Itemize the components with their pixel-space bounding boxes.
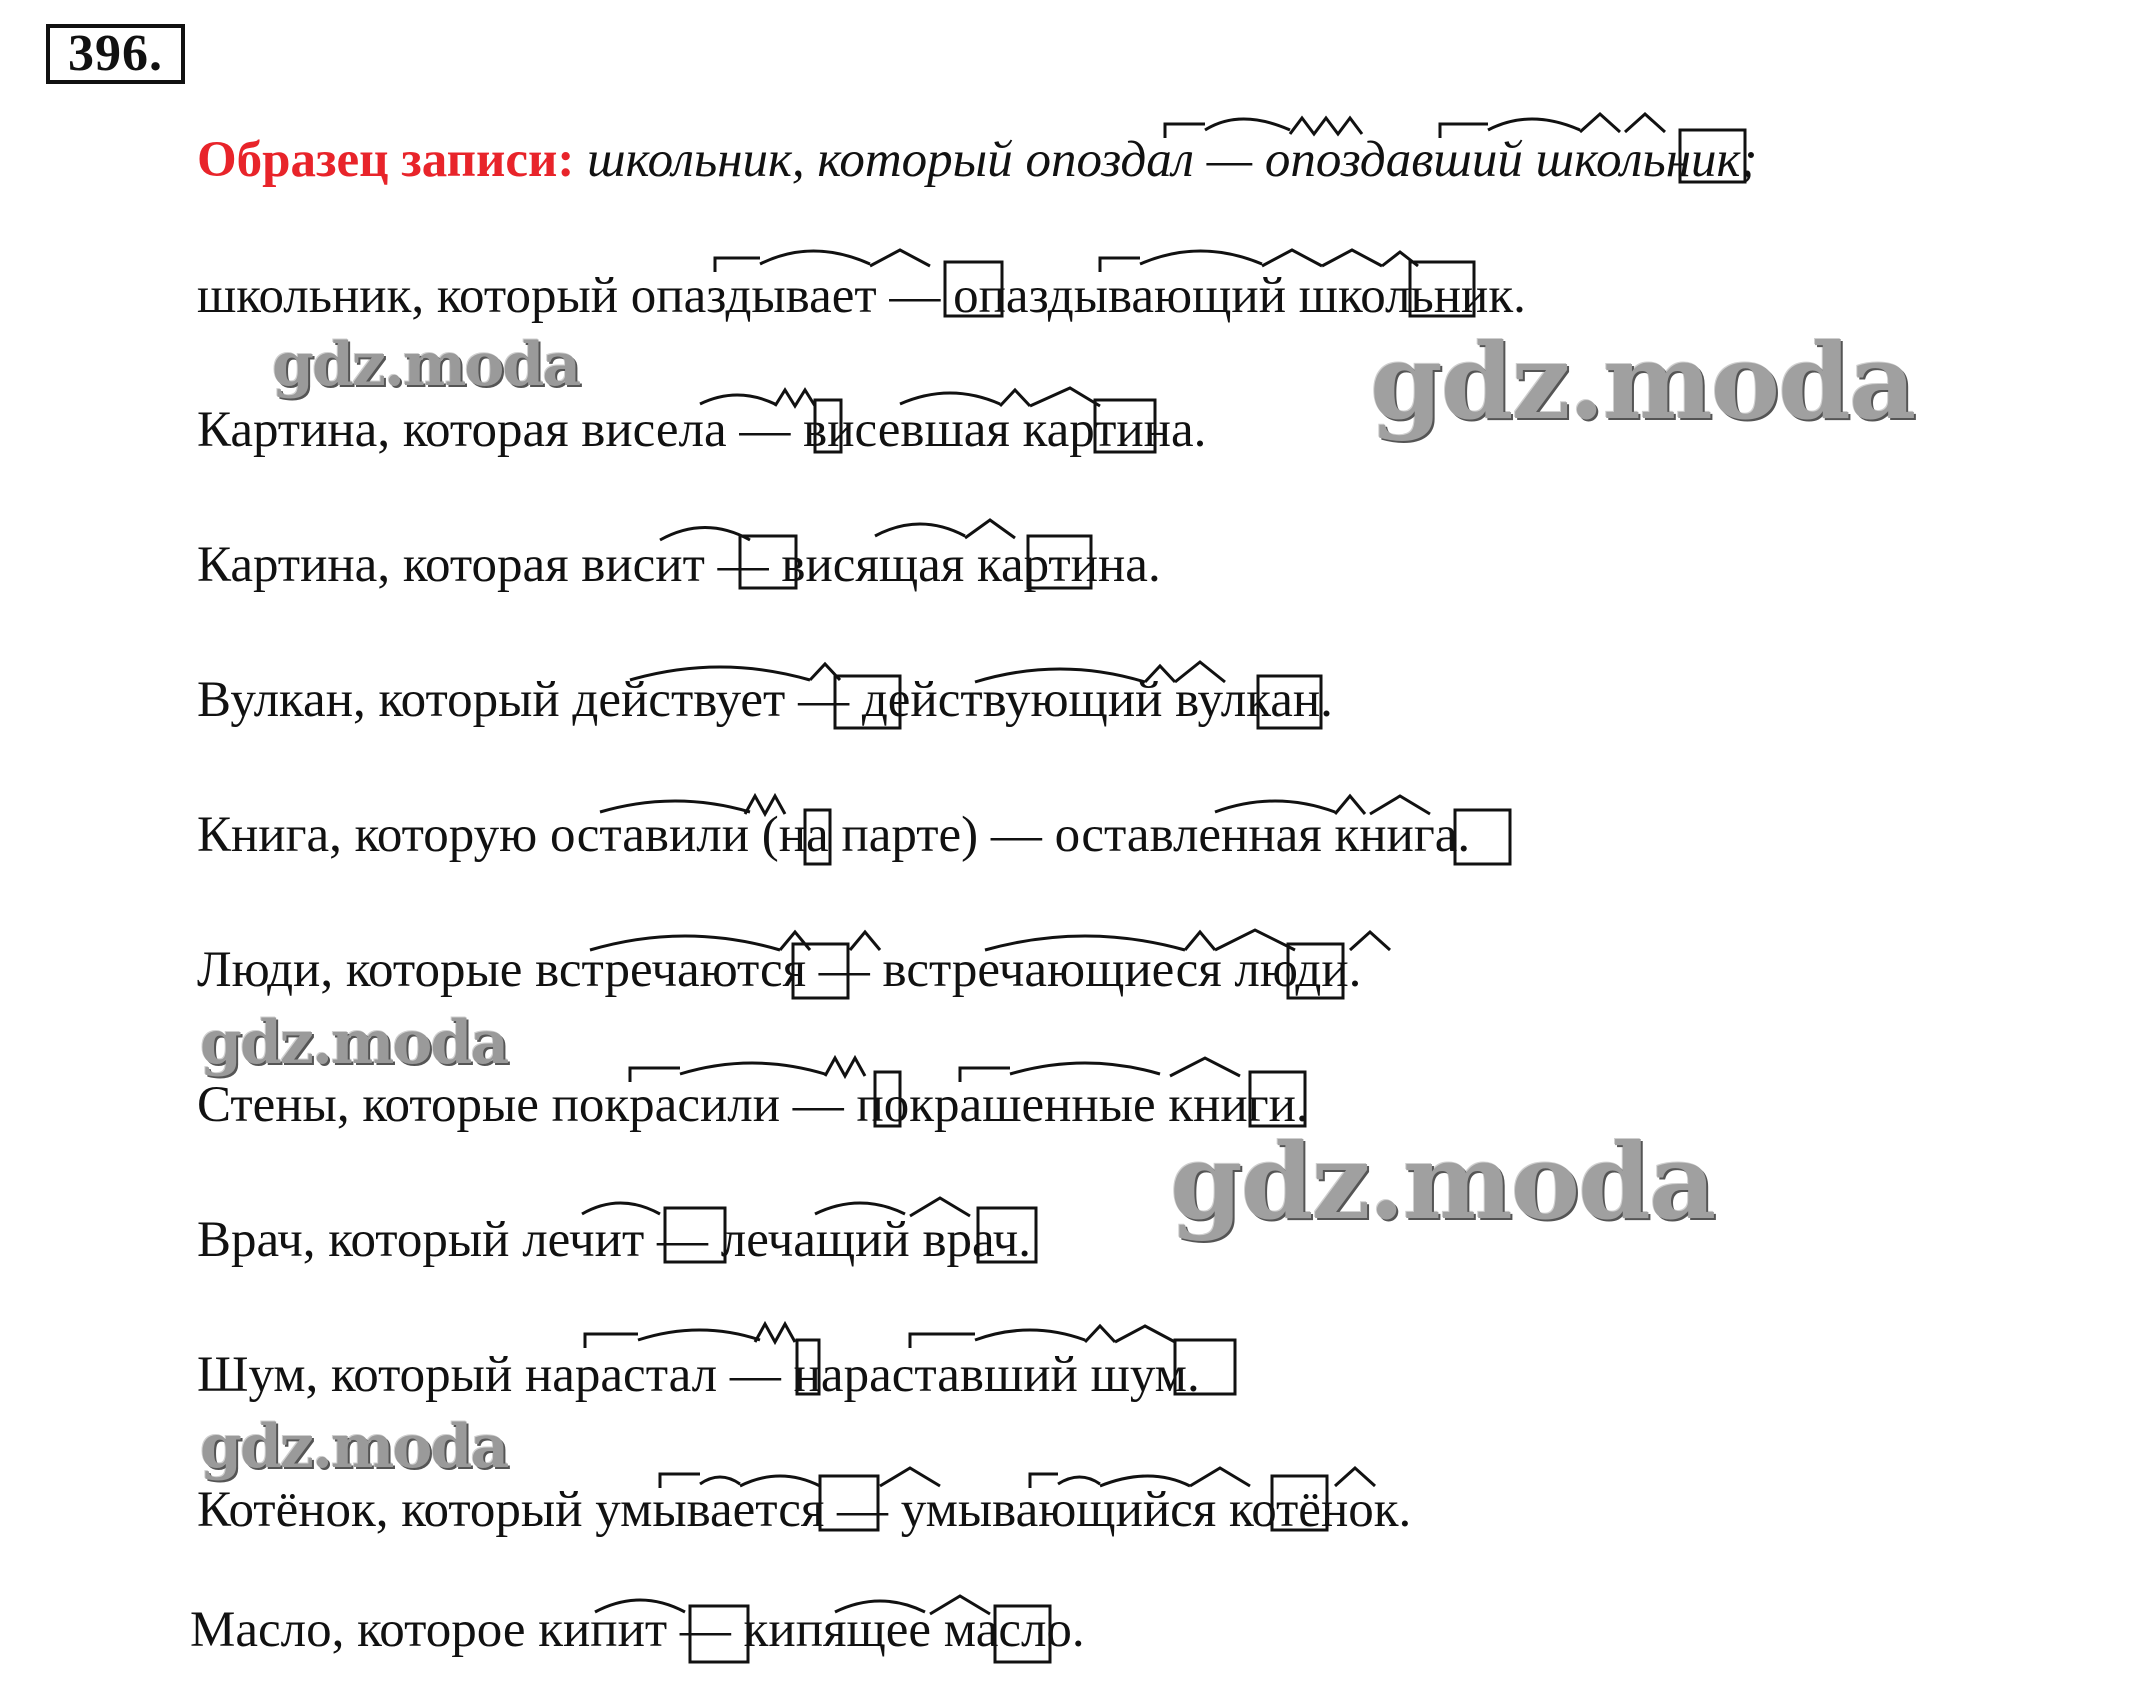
sample-label: Образец записи: [197, 132, 575, 188]
exercise-number-box: 396. [46, 24, 185, 84]
answer-line-9: Шум, который нарастал — нараставший шум. [197, 1347, 1200, 1403]
sample-line [197, 130, 1757, 190]
watermark-4: gdz.moda [1170, 1120, 1715, 1243]
watermark-1: gdz.moda [272, 330, 580, 400]
answer-line-8: Врач, который лечит — лечащий врач. [197, 1212, 1032, 1268]
answer-line-4: Вулкан, который действует — действующий вулкан. [197, 672, 1333, 728]
watermark-3: gdz.moda [200, 1008, 508, 1078]
answer-line-10: Котёнок, который умывается — умывающийся котёнок. [197, 1482, 1412, 1538]
answer-line-2: Картина, которая висела — висевшая картина. [197, 402, 1207, 458]
answer-line-1: школьник, который опаздывает — опаздывающий школьник. [197, 268, 1526, 324]
watermark-5: gdz.moda [200, 1412, 508, 1482]
sample-text: школьник, который опоздал — опоздавший школьник; [574, 132, 1758, 188]
answer-line-7: Стены, которые покрасили — покрашенные книги. [197, 1077, 1309, 1133]
answer-line-6: Люди, которые встречаются — встречающиеся люди. [197, 942, 1362, 998]
answer-line-5: Книга, которую оставили (на парте) — оставленная книга. [197, 807, 1471, 863]
watermark-2: gdz.moda [1370, 320, 1915, 443]
answer-line-11: Масло, которое кипит — кипящее масло. [190, 1602, 1085, 1658]
answer-line-3: Картина, которая висит — висящая картина. [197, 537, 1161, 593]
